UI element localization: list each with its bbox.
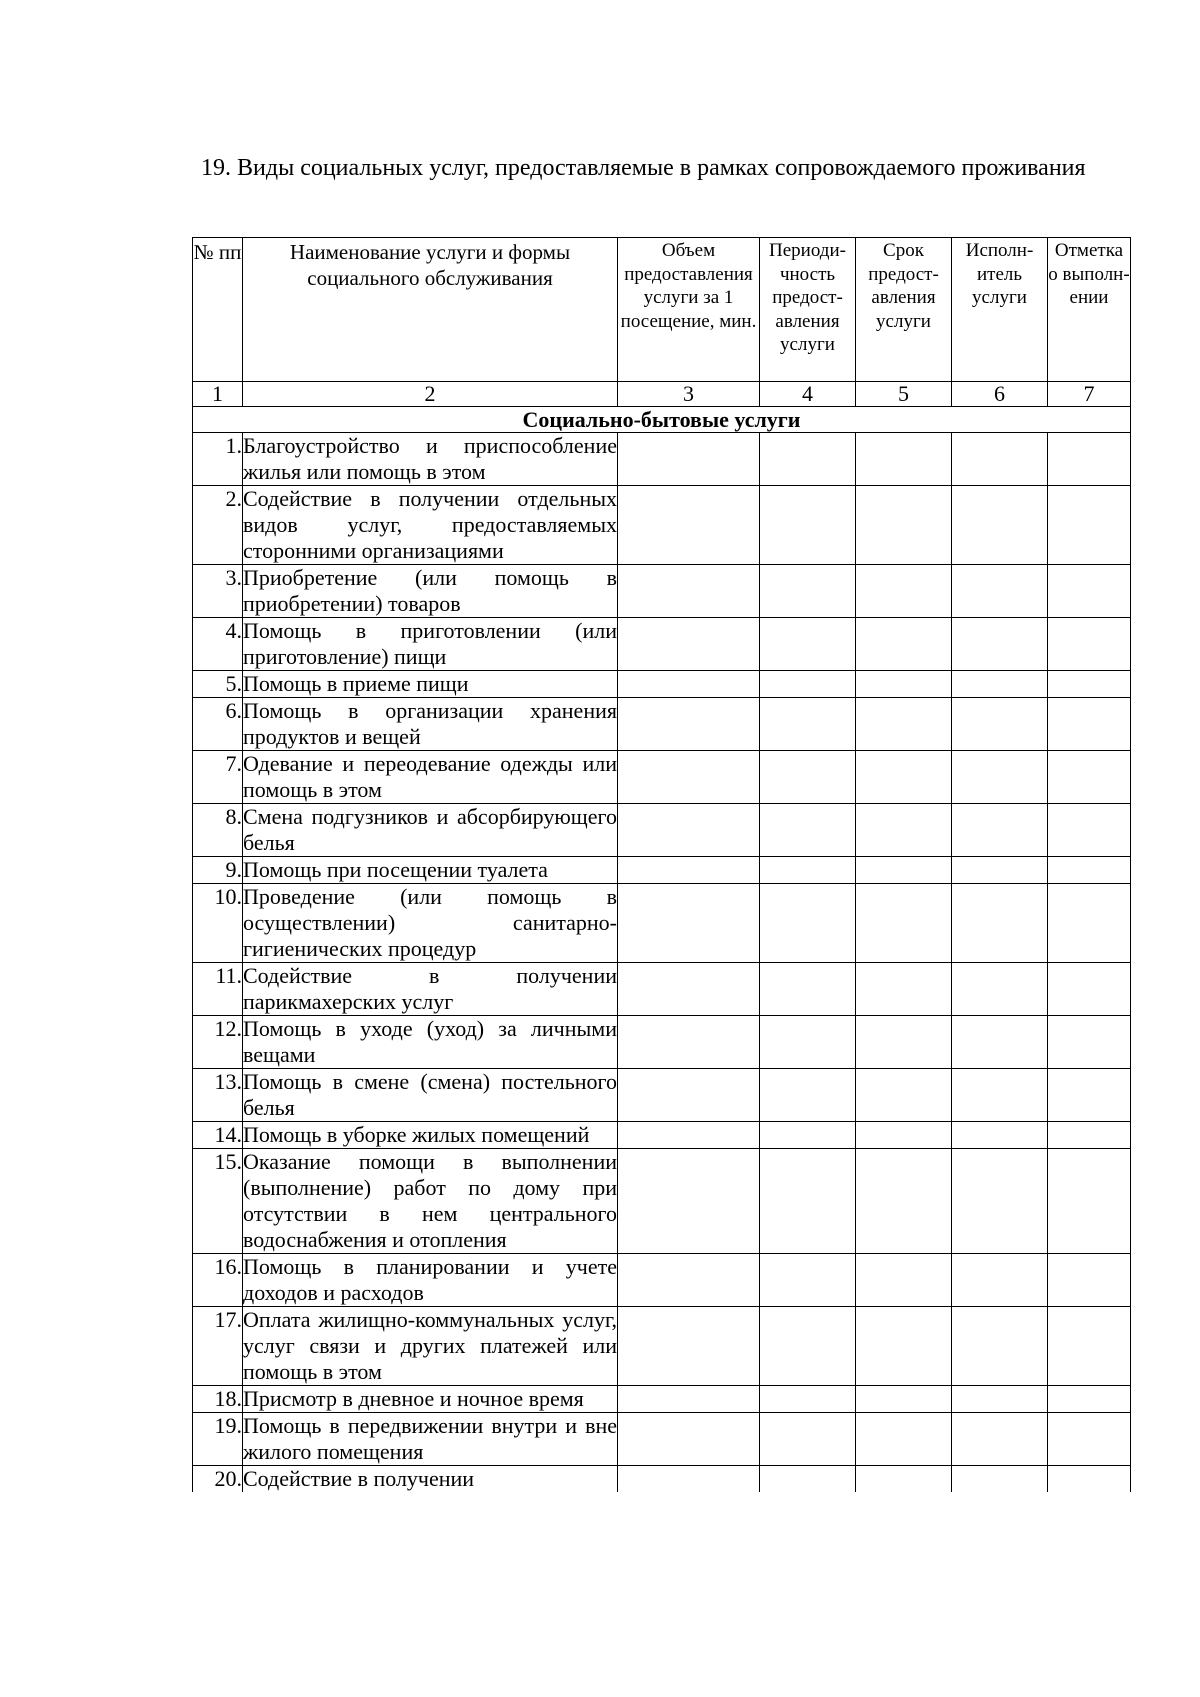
table-row — [193, 565, 1131, 618]
column-number: 7 — [1048, 382, 1131, 407]
row-executor-cell[interactable] — [952, 804, 1048, 857]
row-number: 9. — [193, 857, 243, 884]
column-number: 2 — [243, 382, 618, 407]
row-periodicity-cell[interactable] — [760, 618, 856, 671]
row-service-name: Оказание помощи в выполнении (выполнение) работ по дому при отсутствии в нем центрального водоснабжения и отопления — [243, 1149, 617, 1252]
row-term-cell[interactable] — [856, 1016, 952, 1069]
row-executor-cell[interactable] — [952, 1122, 1048, 1149]
row-executor-cell[interactable] — [952, 857, 1048, 884]
row-service-name: Благоустройство и приспособление жилья или помощь в этом — [243, 433, 617, 484]
row-number: 20. — [193, 1466, 243, 1493]
row-number: 7. — [193, 751, 243, 804]
row-number: 18. — [193, 1386, 243, 1413]
row-service-name: Помощь в уборке жилых помещений — [243, 1122, 618, 1149]
row-service-name: Помощь в приеме пищи — [243, 671, 618, 698]
row-periodicity-cell[interactable] — [760, 1413, 856, 1466]
row-periodicity-cell[interactable] — [760, 486, 856, 565]
row-mark-cell[interactable] — [1048, 1413, 1131, 1466]
row-number: 19. — [193, 1413, 243, 1466]
row-term-cell[interactable] — [856, 857, 952, 884]
table-row — [193, 1413, 1131, 1466]
table-row — [193, 1386, 1131, 1413]
row-executor-cell[interactable] — [952, 1254, 1048, 1307]
row-number: 10. — [193, 884, 243, 963]
row-periodicity-cell[interactable] — [760, 698, 856, 751]
row-periodicity-cell[interactable] — [760, 433, 856, 486]
row-term-cell[interactable] — [856, 804, 952, 857]
row-mark-cell[interactable] — [1048, 1386, 1131, 1413]
row-executor-cell[interactable] — [952, 1069, 1048, 1122]
row-volume-cell[interactable] — [618, 565, 760, 618]
row-volume-cell[interactable] — [618, 963, 760, 1016]
row-service-name: Приобретение (или помощь в приобретении) товаров — [243, 565, 617, 616]
row-periodicity-cell[interactable] — [760, 1069, 856, 1122]
header-number: № пп — [193, 238, 243, 382]
row-executor-cell[interactable] — [952, 1466, 1048, 1493]
table-row — [193, 618, 1131, 671]
row-term-cell[interactable] — [856, 1466, 952, 1493]
row-term-cell[interactable] — [856, 1069, 952, 1122]
row-executor-cell[interactable] — [952, 565, 1048, 618]
row-mark-cell[interactable] — [1048, 618, 1131, 671]
row-periodicity-cell[interactable] — [760, 1386, 856, 1413]
row-executor-cell[interactable] — [952, 486, 1048, 565]
row-service-name: Смена подгузников и абсорбирующего белья — [243, 804, 617, 855]
row-executor-cell[interactable] — [952, 1386, 1048, 1413]
row-volume-cell[interactable] — [618, 1122, 760, 1149]
row-service-name: Помощь в планировании и учете доходов и расходов — [243, 1254, 617, 1305]
row-executor-cell[interactable] — [952, 963, 1048, 1016]
table-row — [193, 486, 1131, 565]
row-mark-cell[interactable] — [1048, 671, 1131, 698]
row-term-cell[interactable] — [856, 963, 952, 1016]
services-table — [192, 237, 1131, 1492]
row-term-cell[interactable] — [856, 1413, 952, 1466]
row-term-cell[interactable] — [856, 1254, 952, 1307]
row-mark-cell[interactable] — [1048, 433, 1131, 486]
row-executor-cell[interactable] — [952, 1016, 1048, 1069]
row-executor-cell[interactable] — [952, 1307, 1048, 1386]
row-volume-cell[interactable] — [618, 857, 760, 884]
table-row — [193, 433, 1131, 486]
row-service-name: Помощь при посещении туалета — [243, 857, 618, 884]
row-volume-cell[interactable] — [618, 486, 760, 565]
row-service-name: Помощь в уходе (уход) за личными вещами — [243, 1016, 617, 1067]
row-executor-cell[interactable] — [952, 751, 1048, 804]
header-term: Срок предоставления услуги — [856, 238, 952, 382]
row-number: 4. — [193, 618, 243, 671]
row-mark-cell[interactable] — [1048, 486, 1131, 565]
table-row — [193, 1016, 1131, 1069]
row-term-cell[interactable] — [856, 884, 952, 963]
row-mark-cell[interactable] — [1048, 857, 1131, 884]
row-volume-cell[interactable] — [618, 618, 760, 671]
row-periodicity-cell[interactable] — [760, 1307, 856, 1386]
row-term-cell[interactable] — [856, 565, 952, 618]
row-service-name: Оплата жилищно-коммунальных услуг, услуг связи и других платежей или помощь в этом — [243, 1307, 617, 1384]
row-number: 2. — [193, 486, 243, 565]
row-number: 16. — [193, 1254, 243, 1307]
row-periodicity-cell[interactable] — [760, 804, 856, 857]
row-number: 8. — [193, 804, 243, 857]
column-number: 5 — [856, 382, 952, 407]
row-periodicity-cell[interactable] — [760, 565, 856, 618]
row-term-cell[interactable] — [856, 1307, 952, 1386]
table-row — [193, 1466, 1131, 1493]
row-mark-cell[interactable] — [1048, 1069, 1131, 1122]
row-service-name: Помощь в организации хранения продуктов и вещей — [243, 698, 617, 749]
row-periodicity-cell[interactable] — [760, 857, 856, 884]
row-mark-cell[interactable] — [1048, 1122, 1131, 1149]
header-volume: Объем предоставления услуги за 1 посещение, мин. — [618, 238, 760, 382]
row-volume-cell[interactable] — [618, 751, 760, 804]
row-number: 17. — [193, 1307, 243, 1386]
header-executor: Исполнитель услуги — [952, 238, 1048, 382]
table-row — [193, 751, 1131, 804]
row-executor-cell[interactable] — [952, 1413, 1048, 1466]
row-term-cell[interactable] — [856, 1122, 952, 1149]
row-number: 15. — [193, 1149, 243, 1254]
row-periodicity-cell[interactable] — [760, 751, 856, 804]
row-service-name: Присмотр в дневное и ночное время — [243, 1386, 618, 1413]
table-row — [193, 857, 1131, 884]
table-row — [193, 1254, 1131, 1307]
table-row — [193, 963, 1131, 1016]
row-term-cell[interactable] — [856, 751, 952, 804]
row-periodicity-cell[interactable] — [760, 1466, 856, 1493]
row-number: 6. — [193, 698, 243, 751]
section-title: Социально-бытовые услуги — [193, 407, 1131, 433]
table-row — [193, 671, 1131, 698]
row-volume-cell[interactable] — [618, 1016, 760, 1069]
row-number: 13. — [193, 1069, 243, 1122]
row-mark-cell[interactable] — [1048, 698, 1131, 751]
row-volume-cell[interactable] — [618, 1069, 760, 1122]
row-number: 5. — [193, 671, 243, 698]
row-service-name: Проведение (или помощь в осуществлении) санитарно-гигиенических процедур — [243, 884, 617, 961]
row-service-name: Помощь в передвижении внутри и вне жилого помещения — [243, 1413, 617, 1464]
section-heading: 19. Виды социальных услуг, предоставляемые в рамках сопровождаемого проживания — [201, 155, 1086, 181]
table-row — [193, 804, 1131, 857]
row-periodicity-cell[interactable] — [760, 1016, 856, 1069]
row-mark-cell[interactable] — [1048, 804, 1131, 857]
row-volume-cell[interactable] — [618, 1149, 760, 1254]
row-periodicity-cell[interactable] — [760, 1122, 856, 1149]
row-term-cell[interactable] — [856, 433, 952, 486]
table-header-row — [193, 238, 1131, 382]
row-number: 3. — [193, 565, 243, 618]
row-mark-cell[interactable] — [1048, 1466, 1131, 1493]
row-term-cell[interactable] — [856, 698, 952, 751]
row-mark-cell[interactable] — [1048, 1307, 1131, 1386]
row-term-cell[interactable] — [856, 1386, 952, 1413]
column-number: 4 — [760, 382, 856, 407]
row-service-name: Содействие в получении — [243, 1466, 618, 1493]
row-service-name: Помощь в приготовлении (или приготовление) пищи — [243, 618, 617, 669]
row-executor-cell[interactable] — [952, 671, 1048, 698]
table-row — [193, 1122, 1131, 1149]
row-periodicity-cell[interactable] — [760, 963, 856, 1016]
column-number: 6 — [952, 382, 1048, 407]
row-volume-cell[interactable] — [618, 884, 760, 963]
row-volume-cell[interactable] — [618, 671, 760, 698]
row-number: 11. — [193, 963, 243, 1016]
row-periodicity-cell[interactable] — [760, 671, 856, 698]
row-service-name: Содействие в получении отдельных видов услуг, предоставляемых сторонними организациями — [243, 486, 617, 563]
row-mark-cell[interactable] — [1048, 1254, 1131, 1307]
row-mark-cell[interactable] — [1048, 565, 1131, 618]
row-executor-cell[interactable] — [952, 698, 1048, 751]
row-periodicity-cell[interactable] — [760, 884, 856, 963]
row-volume-cell[interactable] — [618, 1386, 760, 1413]
table-row — [193, 1307, 1131, 1386]
row-mark-cell[interactable] — [1048, 1016, 1131, 1069]
row-periodicity-cell[interactable] — [760, 1149, 856, 1254]
table-row — [193, 1149, 1131, 1254]
row-service-name: Помощь в смене (смена) постельного белья — [243, 1069, 617, 1120]
header-service-name: Наименование услуги и формы социального обслуживания — [243, 238, 618, 382]
table-body — [193, 433, 1131, 1493]
column-number: 3 — [618, 382, 760, 407]
row-volume-cell[interactable] — [618, 804, 760, 857]
row-executor-cell[interactable] — [952, 618, 1048, 671]
header-completion-mark: Отметка о выполнении — [1048, 238, 1131, 382]
row-volume-cell[interactable] — [618, 1413, 760, 1466]
section-row — [193, 407, 1131, 433]
row-term-cell[interactable] — [856, 618, 952, 671]
row-term-cell[interactable] — [856, 486, 952, 565]
row-mark-cell[interactable] — [1048, 751, 1131, 804]
row-number: 12. — [193, 1016, 243, 1069]
table-row — [193, 884, 1131, 963]
row-volume-cell[interactable] — [618, 1466, 760, 1493]
row-term-cell[interactable] — [856, 671, 952, 698]
row-executor-cell[interactable] — [952, 884, 1048, 963]
row-service-name: Одевание и переодевание одежды или помощь в этом — [243, 751, 617, 802]
row-periodicity-cell[interactable] — [760, 1254, 856, 1307]
column-number-row — [193, 382, 1131, 407]
row-mark-cell[interactable] — [1048, 1149, 1131, 1254]
table-row — [193, 1069, 1131, 1122]
row-volume-cell[interactable] — [618, 1307, 760, 1386]
row-executor-cell[interactable] — [952, 1149, 1048, 1254]
row-volume-cell[interactable] — [618, 1254, 760, 1307]
row-volume-cell[interactable] — [618, 433, 760, 486]
row-number: 14. — [193, 1122, 243, 1149]
row-mark-cell[interactable] — [1048, 963, 1131, 1016]
row-term-cell[interactable] — [856, 1149, 952, 1254]
row-mark-cell[interactable] — [1048, 884, 1131, 963]
row-service-name: Содействие в получении парикмахерских услуг — [243, 963, 617, 1014]
row-executor-cell[interactable] — [952, 433, 1048, 486]
row-number: 1. — [193, 433, 243, 486]
header-periodicity: Периодичность предоставления услуги — [760, 238, 856, 382]
table-row — [193, 698, 1131, 751]
column-number: 1 — [193, 382, 243, 407]
row-volume-cell[interactable] — [618, 698, 760, 751]
